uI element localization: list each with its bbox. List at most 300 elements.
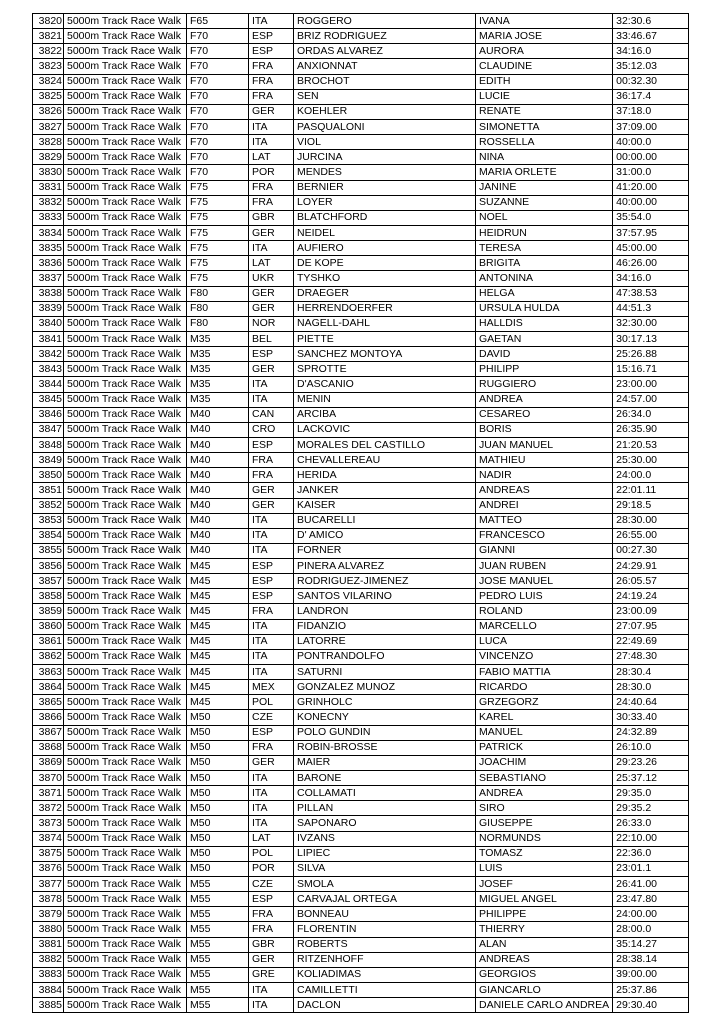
event-cell: 5000m Track Race Walk xyxy=(64,241,187,256)
nation-cell: FRA xyxy=(249,180,294,195)
first-name-cell: GIANNI xyxy=(476,543,613,558)
category-cell: M40 xyxy=(187,437,249,452)
category-cell: F70 xyxy=(187,74,249,89)
surname-cell: BLATCHFORD xyxy=(294,210,476,225)
table-row xyxy=(33,316,689,331)
first-name-cell: MARIA JOSE xyxy=(476,29,613,44)
nation-cell: LAT xyxy=(249,831,294,846)
event-cell: 5000m Track Race Walk xyxy=(64,983,187,998)
first-name-cell: ROLAND xyxy=(476,604,613,619)
nation-cell: ITA xyxy=(249,771,294,786)
row-number-cell: 3871 xyxy=(33,786,64,801)
surname-cell: KOEHLER xyxy=(294,104,476,119)
category-cell: M45 xyxy=(187,604,249,619)
category-cell: M50 xyxy=(187,725,249,740)
nation-cell: GER xyxy=(249,498,294,513)
surname-cell: ARCIBA xyxy=(294,407,476,422)
category-cell: M50 xyxy=(187,861,249,876)
surname-cell: GONZALEZ MUNOZ xyxy=(294,680,476,695)
first-name-cell: GEORGIOS xyxy=(476,967,613,982)
category-cell: F70 xyxy=(187,29,249,44)
event-cell: 5000m Track Race Walk xyxy=(64,437,187,452)
surname-cell: BRIZ RODRIGUEZ xyxy=(294,29,476,44)
time-cell: 44:51.3 xyxy=(613,301,689,316)
category-cell: F70 xyxy=(187,89,249,104)
event-cell: 5000m Track Race Walk xyxy=(64,286,187,301)
first-name-cell: GRZEGORZ xyxy=(476,695,613,710)
first-name-cell: KAREL xyxy=(476,710,613,725)
nation-cell: ESP xyxy=(249,44,294,59)
first-name-cell: VINCENZO xyxy=(476,649,613,664)
category-cell: F80 xyxy=(187,316,249,331)
first-name-cell: TOMASZ xyxy=(476,846,613,861)
table-row xyxy=(33,892,689,907)
table-row xyxy=(33,604,689,619)
row-number-cell: 3852 xyxy=(33,498,64,513)
time-cell: 22:01.11 xyxy=(613,483,689,498)
category-cell: M50 xyxy=(187,831,249,846)
time-cell: 46:26.00 xyxy=(613,256,689,271)
table-row xyxy=(33,952,689,967)
nation-cell: GER xyxy=(249,225,294,240)
event-cell: 5000m Track Race Walk xyxy=(64,29,187,44)
event-cell: 5000m Track Race Walk xyxy=(64,316,187,331)
time-cell: 26:10.0 xyxy=(613,740,689,755)
surname-cell: SPROTTE xyxy=(294,362,476,377)
event-cell: 5000m Track Race Walk xyxy=(64,347,187,362)
nation-cell: FRA xyxy=(249,907,294,922)
category-cell: F80 xyxy=(187,286,249,301)
event-cell: 5000m Track Race Walk xyxy=(64,861,187,876)
surname-cell: SEN xyxy=(294,89,476,104)
event-cell: 5000m Track Race Walk xyxy=(64,377,187,392)
time-cell: 25:37.12 xyxy=(613,771,689,786)
time-cell: 30:17.13 xyxy=(613,331,689,346)
category-cell: M55 xyxy=(187,967,249,982)
time-cell: 28:30.0 xyxy=(613,680,689,695)
first-name-cell: URSULA HULDA xyxy=(476,301,613,316)
surname-cell: VIOL xyxy=(294,135,476,150)
row-number-cell: 3821 xyxy=(33,29,64,44)
category-cell: M35 xyxy=(187,377,249,392)
event-cell: 5000m Track Race Walk xyxy=(64,786,187,801)
surname-cell: DE KOPE xyxy=(294,256,476,271)
time-cell: 34:16.0 xyxy=(613,44,689,59)
nation-cell: ITA xyxy=(249,513,294,528)
table-row xyxy=(33,195,689,210)
first-name-cell: BRIGITA xyxy=(476,256,613,271)
table-row xyxy=(33,559,689,574)
first-name-cell: PHILIPPE xyxy=(476,907,613,922)
event-cell: 5000m Track Race Walk xyxy=(64,771,187,786)
time-cell: 25:26.88 xyxy=(613,347,689,362)
event-cell: 5000m Track Race Walk xyxy=(64,634,187,649)
time-cell: 28:00.0 xyxy=(613,922,689,937)
first-name-cell: CESAREO xyxy=(476,407,613,422)
table-row xyxy=(33,998,689,1013)
event-cell: 5000m Track Race Walk xyxy=(64,468,187,483)
surname-cell: BONNEAU xyxy=(294,907,476,922)
row-number-cell: 3843 xyxy=(33,362,64,377)
surname-cell: HERRENDOERFER xyxy=(294,301,476,316)
surname-cell: NAGELL-DAHL xyxy=(294,316,476,331)
first-name-cell: FRANCESCO xyxy=(476,528,613,543)
row-number-cell: 3823 xyxy=(33,59,64,74)
event-cell: 5000m Track Race Walk xyxy=(64,14,187,29)
first-name-cell: ALAN xyxy=(476,937,613,952)
row-number-cell: 3849 xyxy=(33,453,64,468)
table-row xyxy=(33,801,689,816)
row-number-cell: 3853 xyxy=(33,513,64,528)
category-cell: F70 xyxy=(187,150,249,165)
time-cell: 26:41.00 xyxy=(613,877,689,892)
time-cell: 24:00.00 xyxy=(613,907,689,922)
nation-cell: GER xyxy=(249,755,294,770)
category-cell: M40 xyxy=(187,513,249,528)
first-name-cell: PATRICK xyxy=(476,740,613,755)
table-row xyxy=(33,922,689,937)
category-cell: M45 xyxy=(187,695,249,710)
nation-cell: ITA xyxy=(249,619,294,634)
first-name-cell: THIERRY xyxy=(476,922,613,937)
first-name-cell: MATHIEU xyxy=(476,453,613,468)
first-name-cell: PHILIPP xyxy=(476,362,613,377)
time-cell: 26:34.0 xyxy=(613,407,689,422)
time-cell: 29:18.5 xyxy=(613,498,689,513)
time-cell: 29:23.26 xyxy=(613,755,689,770)
time-cell: 41:20.00 xyxy=(613,180,689,195)
nation-cell: FRA xyxy=(249,604,294,619)
surname-cell: PASQUALONI xyxy=(294,119,476,134)
first-name-cell: ANDREAS xyxy=(476,483,613,498)
row-number-cell: 3858 xyxy=(33,589,64,604)
row-number-cell: 3867 xyxy=(33,725,64,740)
row-number-cell: 3881 xyxy=(33,937,64,952)
nation-cell: ITA xyxy=(249,649,294,664)
row-number-cell: 3839 xyxy=(33,301,64,316)
time-cell: 28:30.00 xyxy=(613,513,689,528)
nation-cell: ITA xyxy=(249,528,294,543)
surname-cell: IVZANS xyxy=(294,831,476,846)
nation-cell: FRA xyxy=(249,453,294,468)
nation-cell: GER xyxy=(249,362,294,377)
nation-cell: POR xyxy=(249,861,294,876)
surname-cell: KAISER xyxy=(294,498,476,513)
surname-cell: MENDES xyxy=(294,165,476,180)
event-cell: 5000m Track Race Walk xyxy=(64,513,187,528)
event-cell: 5000m Track Race Walk xyxy=(64,498,187,513)
event-cell: 5000m Track Race Walk xyxy=(64,104,187,119)
surname-cell: KOLIADIMAS xyxy=(294,967,476,982)
category-cell: M40 xyxy=(187,468,249,483)
surname-cell: SAPONARO xyxy=(294,816,476,831)
surname-cell: FIDANZIO xyxy=(294,619,476,634)
category-cell: M45 xyxy=(187,589,249,604)
nation-cell: ITA xyxy=(249,983,294,998)
nation-cell: LAT xyxy=(249,150,294,165)
time-cell: 40:00.00 xyxy=(613,195,689,210)
event-cell: 5000m Track Race Walk xyxy=(64,483,187,498)
category-cell: M45 xyxy=(187,559,249,574)
surname-cell: GRINHOLC xyxy=(294,695,476,710)
first-name-cell: ANTONINA xyxy=(476,271,613,286)
time-cell: 26:33.0 xyxy=(613,816,689,831)
first-name-cell: GAETAN xyxy=(476,331,613,346)
nation-cell: CRO xyxy=(249,422,294,437)
first-name-cell: NORMUNDS xyxy=(476,831,613,846)
time-cell: 29:30.40 xyxy=(613,998,689,1013)
table-row xyxy=(33,422,689,437)
surname-cell: CHEVALLEREAU xyxy=(294,453,476,468)
first-name-cell: LUCIE xyxy=(476,89,613,104)
first-name-cell: GIUSEPPE xyxy=(476,816,613,831)
row-number-cell: 3836 xyxy=(33,256,64,271)
event-cell: 5000m Track Race Walk xyxy=(64,422,187,437)
category-cell: M40 xyxy=(187,543,249,558)
time-cell: 32:30.6 xyxy=(613,14,689,29)
surname-cell: COLLAMATI xyxy=(294,786,476,801)
event-cell: 5000m Track Race Walk xyxy=(64,453,187,468)
surname-cell: AUFIERO xyxy=(294,241,476,256)
category-cell: M35 xyxy=(187,392,249,407)
surname-cell: JURCINA xyxy=(294,150,476,165)
surname-cell: DRAEGER xyxy=(294,286,476,301)
row-number-cell: 3863 xyxy=(33,665,64,680)
event-cell: 5000m Track Race Walk xyxy=(64,301,187,316)
row-number-cell: 3861 xyxy=(33,634,64,649)
time-cell: 00:32.30 xyxy=(613,74,689,89)
first-name-cell: DANIELE CARLO ANDREA xyxy=(476,998,613,1013)
first-name-cell: HEIDRUN xyxy=(476,225,613,240)
table-row xyxy=(33,225,689,240)
time-cell: 45:00.00 xyxy=(613,241,689,256)
nation-cell: ITA xyxy=(249,801,294,816)
nation-cell: ESP xyxy=(249,559,294,574)
time-cell: 35:14.27 xyxy=(613,937,689,952)
table-row xyxy=(33,665,689,680)
table-row xyxy=(33,301,689,316)
nation-cell: GER xyxy=(249,286,294,301)
event-cell: 5000m Track Race Walk xyxy=(64,831,187,846)
surname-cell: SMOLA xyxy=(294,877,476,892)
nation-cell: FRA xyxy=(249,89,294,104)
category-cell: M35 xyxy=(187,347,249,362)
nation-cell: ESP xyxy=(249,347,294,362)
surname-cell: LATORRE xyxy=(294,634,476,649)
event-cell: 5000m Track Race Walk xyxy=(64,165,187,180)
nation-cell: FRA xyxy=(249,74,294,89)
row-number-cell: 3875 xyxy=(33,846,64,861)
table-row xyxy=(33,44,689,59)
row-number-cell: 3879 xyxy=(33,907,64,922)
row-number-cell: 3883 xyxy=(33,967,64,982)
surname-cell: DACLON xyxy=(294,998,476,1013)
category-cell: M45 xyxy=(187,619,249,634)
event-cell: 5000m Track Race Walk xyxy=(64,922,187,937)
surname-cell: JANKER xyxy=(294,483,476,498)
nation-cell: ITA xyxy=(249,816,294,831)
nation-cell: FRA xyxy=(249,195,294,210)
row-number-cell: 3877 xyxy=(33,877,64,892)
nation-cell: ITA xyxy=(249,634,294,649)
first-name-cell: RUGGIERO xyxy=(476,377,613,392)
first-name-cell: HELGA xyxy=(476,286,613,301)
table-row xyxy=(33,483,689,498)
table-row xyxy=(33,771,689,786)
category-cell: M50 xyxy=(187,771,249,786)
first-name-cell: IVANA xyxy=(476,14,613,29)
row-number-cell: 3859 xyxy=(33,604,64,619)
table-row xyxy=(33,695,689,710)
row-number-cell: 3868 xyxy=(33,740,64,755)
table-row xyxy=(33,619,689,634)
nation-cell: ITA xyxy=(249,665,294,680)
nation-cell: POL xyxy=(249,695,294,710)
category-cell: M40 xyxy=(187,528,249,543)
first-name-cell: DAVID xyxy=(476,347,613,362)
row-number-cell: 3878 xyxy=(33,892,64,907)
category-cell: M40 xyxy=(187,407,249,422)
table-row xyxy=(33,104,689,119)
first-name-cell: HALLDIS xyxy=(476,316,613,331)
row-number-cell: 3854 xyxy=(33,528,64,543)
nation-cell: ITA xyxy=(249,241,294,256)
category-cell: M45 xyxy=(187,680,249,695)
first-name-cell: SEBASTIANO xyxy=(476,771,613,786)
category-cell: M55 xyxy=(187,877,249,892)
time-cell: 24:57.00 xyxy=(613,392,689,407)
category-cell: F75 xyxy=(187,256,249,271)
category-cell: M50 xyxy=(187,755,249,770)
table-row xyxy=(33,831,689,846)
surname-cell: CAMILLETTI xyxy=(294,983,476,998)
time-cell: 27:48.30 xyxy=(613,649,689,664)
table-row xyxy=(33,271,689,286)
nation-cell: MEX xyxy=(249,680,294,695)
surname-cell: MAIER xyxy=(294,755,476,770)
nation-cell: FRA xyxy=(249,740,294,755)
surname-cell: HERIDA xyxy=(294,468,476,483)
table-row xyxy=(33,165,689,180)
first-name-cell: JOACHIM xyxy=(476,755,613,770)
nation-cell: FRA xyxy=(249,468,294,483)
row-number-cell: 3845 xyxy=(33,392,64,407)
category-cell: F75 xyxy=(187,210,249,225)
event-cell: 5000m Track Race Walk xyxy=(64,543,187,558)
category-cell: M55 xyxy=(187,983,249,998)
surname-cell: SANTOS VILARINO xyxy=(294,589,476,604)
first-name-cell: PEDRO LUIS xyxy=(476,589,613,604)
table-row xyxy=(33,983,689,998)
time-cell: 39:00.00 xyxy=(613,967,689,982)
row-number-cell: 3829 xyxy=(33,150,64,165)
nation-cell: ITA xyxy=(249,392,294,407)
row-number-cell: 3851 xyxy=(33,483,64,498)
surname-cell: D'ASCANIO xyxy=(294,377,476,392)
table-row xyxy=(33,59,689,74)
category-cell: M35 xyxy=(187,331,249,346)
row-number-cell: 3831 xyxy=(33,180,64,195)
event-cell: 5000m Track Race Walk xyxy=(64,967,187,982)
nation-cell: CZE xyxy=(249,877,294,892)
nation-cell: GER xyxy=(249,104,294,119)
surname-cell: MORALES DEL CASTILLO xyxy=(294,437,476,452)
category-cell: M35 xyxy=(187,362,249,377)
category-cell: F75 xyxy=(187,225,249,240)
category-cell: F75 xyxy=(187,271,249,286)
row-number-cell: 3838 xyxy=(33,286,64,301)
time-cell: 28:38.14 xyxy=(613,952,689,967)
category-cell: M45 xyxy=(187,665,249,680)
row-number-cell: 3830 xyxy=(33,165,64,180)
row-number-cell: 3885 xyxy=(33,998,64,1013)
first-name-cell: MIGUEL ANGEL xyxy=(476,892,613,907)
row-number-cell: 3847 xyxy=(33,422,64,437)
time-cell: 00:27.30 xyxy=(613,543,689,558)
nation-cell: ESP xyxy=(249,29,294,44)
time-cell: 37:18.0 xyxy=(613,104,689,119)
event-cell: 5000m Track Race Walk xyxy=(64,740,187,755)
nation-cell: GER xyxy=(249,301,294,316)
row-number-cell: 3855 xyxy=(33,543,64,558)
surname-cell: RODRIGUEZ-JIMENEZ xyxy=(294,574,476,589)
row-number-cell: 3872 xyxy=(33,801,64,816)
nation-cell: CAN xyxy=(249,407,294,422)
time-cell: 22:10.00 xyxy=(613,831,689,846)
table-row xyxy=(33,453,689,468)
first-name-cell: MARCELLO xyxy=(476,619,613,634)
nation-cell: ESP xyxy=(249,892,294,907)
event-cell: 5000m Track Race Walk xyxy=(64,725,187,740)
surname-cell: ROBIN-BROSSE xyxy=(294,740,476,755)
event-cell: 5000m Track Race Walk xyxy=(64,937,187,952)
first-name-cell: LUIS xyxy=(476,861,613,876)
nation-cell: ESP xyxy=(249,589,294,604)
row-number-cell: 3880 xyxy=(33,922,64,937)
event-cell: 5000m Track Race Walk xyxy=(64,44,187,59)
row-number-cell: 3874 xyxy=(33,831,64,846)
row-number-cell: 3864 xyxy=(33,680,64,695)
category-cell: M45 xyxy=(187,634,249,649)
category-cell: M40 xyxy=(187,453,249,468)
nation-cell: GBR xyxy=(249,937,294,952)
table-row xyxy=(33,362,689,377)
nation-cell: ITA xyxy=(249,543,294,558)
event-cell: 5000m Track Race Walk xyxy=(64,528,187,543)
nation-cell: ITA xyxy=(249,119,294,134)
row-number-cell: 3856 xyxy=(33,559,64,574)
table-row xyxy=(33,331,689,346)
table-row xyxy=(33,407,689,422)
event-cell: 5000m Track Race Walk xyxy=(64,407,187,422)
first-name-cell: TERESA xyxy=(476,241,613,256)
first-name-cell: ANDREAS xyxy=(476,952,613,967)
table-row xyxy=(33,392,689,407)
event-cell: 5000m Track Race Walk xyxy=(64,180,187,195)
first-name-cell: CLAUDINE xyxy=(476,59,613,74)
time-cell: 24:19.24 xyxy=(613,589,689,604)
nation-cell: BEL xyxy=(249,331,294,346)
event-cell: 5000m Track Race Walk xyxy=(64,589,187,604)
table-row xyxy=(33,286,689,301)
surname-cell: FORNER xyxy=(294,543,476,558)
nation-cell: FRA xyxy=(249,59,294,74)
category-cell: M40 xyxy=(187,422,249,437)
row-number-cell: 3884 xyxy=(33,983,64,998)
category-cell: F65 xyxy=(187,14,249,29)
first-name-cell: SIMONETTA xyxy=(476,119,613,134)
table-row xyxy=(33,680,689,695)
